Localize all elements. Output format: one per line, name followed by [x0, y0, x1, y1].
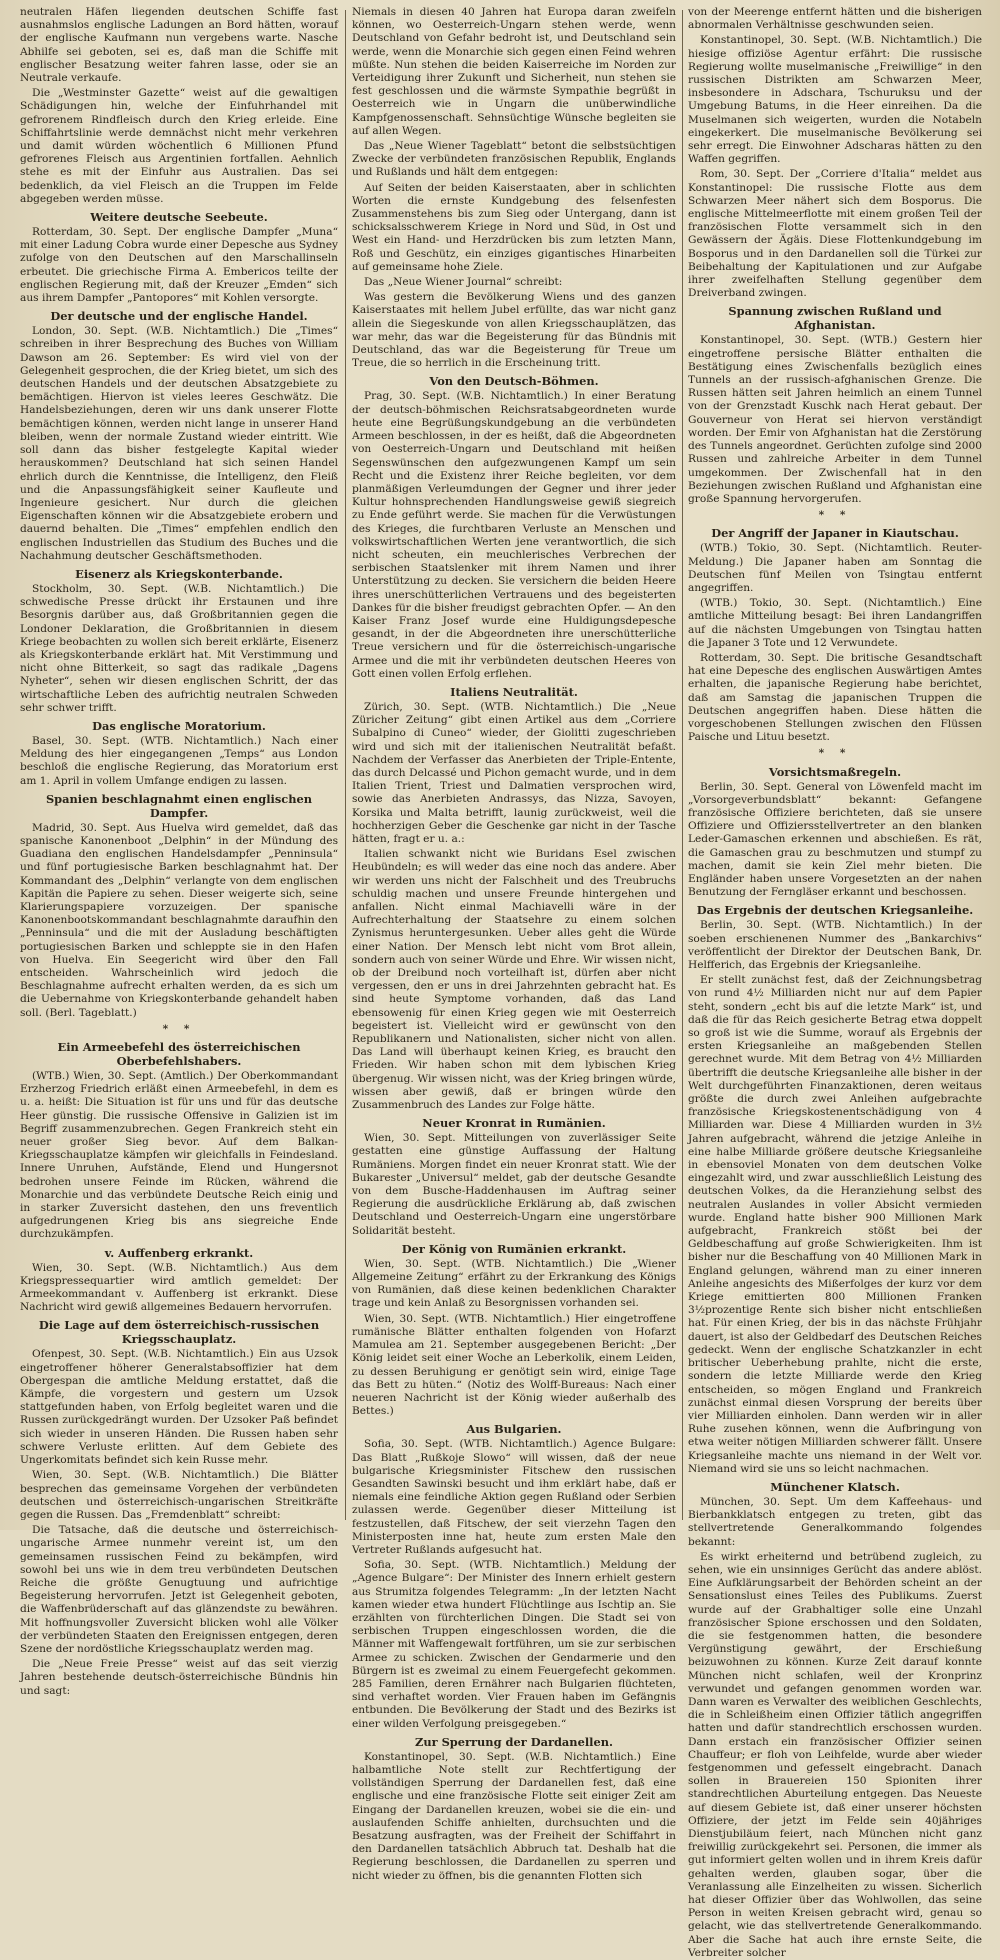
article-headline: Eisenerz als Kriegskonterbande. — [75, 566, 283, 581]
article-paragraph: Sofia, 30. Sept. (WTB. Nichtamtlich.) Meldung der „Agence Bulgare“: Der Minister des Innern erhielt gestern aus Strumitza folgendes Telegramm: „In der letzten Nacht kamen wieder etwa hundert Flüchtlinge aus Ischtip an. Sie erzählten von fürchterlichen Dingen. Die Stadt sei von serbischen Truppen eingeschlossen worden, die die Männer mit Waffengewalt fortführen, um sie zur serbischen Armee zu schicken. Zwischen der Gendarmerie und den Bürgern ist es zweimal zu einem Feuergefecht gekommen. 285 Familien, deren Ernährer nach Bulgarien flüchteten, sind verhaftet worden. Vier Frauen haben im Gefängnis entbunden. Die Bevölkerung der Stadt und des Bezirks ist einer wilden Verfolgung preisgegeben.“ — [352, 1559, 676, 1730]
article-paragraph: Konstantinopel, 30. Sept. (W.B. Nichtamtlich.) Eine halbamtliche Note stellt zur Rechtfertigung der vollständigen Sperrung der Dardanellen fest, daß eine englische und eine französische Flotte seit einiger Zeit am Eingang der Dardanellen kreuzen, wobei sie die ein- und auslaufenden Schiffe anhielten, durchsuchten und die Besatzung ausfragten, was der Freiheit der Schiffahrt in den Dardanellen tatsächlich Abbruch tat. Deshalb hat die Regierung beschlossen, die Dardanellen zu sperren und nicht wieder zu öffnen, bis die genannten Flotten sich — [352, 1750, 676, 1882]
article-headline: Weitere deutsche Seebeute. — [90, 210, 268, 225]
article-headline: Spanien beschlagnahmt einen englischen Dampfer. — [45, 791, 313, 820]
article-headline: Das englische Moratorium. — [92, 718, 266, 733]
column-divider — [345, 10, 346, 1520]
article-headline: Der deutsche und der englische Handel. — [50, 309, 308, 324]
article-paragraph: (WTB.) Tokio, 30. Sept. (Nichtamtlich.) Eine amtliche Mitteilung besagt: Bei ihren Landangriffen auf die nächsten Umgebungen von Tsingtau hatten die Japaner 3 Tote und 12 Verwundete. — [688, 597, 982, 649]
article-paragraph: Madrid, 30. Sept. Aus Huelva wird gemeldet, daß das spanische Kanonenboot „Delphin“ in der Mündung des Guadiana den englischen Handelsdampfer „Penninsula“ und fünf portugiesische Barken beschlagnahmt hat. Der Kommandant des „Delphin“ verlangte von dem englischen Kapitän die Papiere zu sehen. Dieser weigerte sich, seine Klarierungspapiere vorzuzeigen. Der spanische Kanonenbootskommandant beschlagnahmte daraufhin den „Penninsula“ und die mit der Ausladung beschäftigten portugiesischen Barken und schleppte sie in den Hafen von Huelva. Ein Seegericht wird über den Fall entscheiden. Wahrscheinlich wird jedoch die Beschlagnahme aufrecht erhalten werden, da es sich um die Uebernahme von Kriegskonterbande gehandelt haben soll. (Berl. Tageblatt.) — [20, 821, 338, 1019]
article-paragraph: Wien, 30. Sept. (WTB. Nichtamtlich.) Hier eingetroffene rumänische Blätter enthalten folgenden von Hofarzt Mamulea am 21. September ausgegebenen Bericht: „Der König leidet seit einer Woche an Leberkolik, einem Leiden, zu dessen Beruhigung er genötigt sein wird, einige Tage das Bett zu hüten.“ (Notiz des Wolff-Bureaus: Nach einer neueren Nachricht ist der König wieder außerhalb des Bettes.) — [352, 1312, 676, 1418]
article-paragraph: Das „Neue Wiener Journal“ schreibt: — [364, 276, 563, 289]
article-paragraph: Er stellt zunächst fest, daß der Zeichnungsbetrag von rund 4½ Milliarden nicht nur auf dem Papier steht, sondern „echt bis auf die letzte Mark“ ist, und daß die für das Reich gesicherte Betrag etwa doppelt so groß ist wie die Summe, worauf als Ergebnis der ersten Kriegsanleihe an maßgebenden Stellen gerechnet wurde. Mit dem Betrag von 4½ Milliarden übertrifft die deutsche Kriegsanleihe alle bisher in der Welt durchgeführten Finanzaktionen, deren weitaus größte die durch zwei Anleihen aufgebrachte französische Kriegskostenentschädigung von 4 Milliarden war. Diese 4 Milliarden wurden in 3½ Jahren aufgebracht, während die jetzige Anleihe in eine halbe Milliarde größere deutsche Kriegsanleihe in ebensoviel Monaten von dem deutschen Volke eingezahlt wird, und zwar ausschließlich Leistung des deutschen Volkes, da die Heranziehung selbst des neutralen Auslandes in voller Absicht vermieden wurde. England hatte bisher 900 Millionen Mark aufgebracht, Frankreich stößt bei der Geldbeschaffung auf große Schwierigkeiten. Ihm ist bisher nur die Beschaffung von 40 Millionen Mark in England gelungen, während man zu einer inneren Anleihe angesichts des Mißerfolges der kurz vor dem Kriege emittierten 800 Millionen Franken 3½prozentige Rente sich bisher nicht entschließen hat. Für einen Krieg, der bis in das nächste Frühjahr dauert, ist also der Geldbedarf des Deutschen Reiches gedeckt. Wenn der englische Schatzkanzler in echt britischer Ueberhebung prahlte, nicht die erste, sondern die letzte Milliarde werde den Krieg entscheiden, so mögen England und Frankreich zunächst einmal diesen Vorsprung der bereits über vier Milliarden einholen. Dann werden wir in aller Ruhe zusehen können, wenn die Aufbringung von etwa weiter nötigen Milliarden schwerer fällt. Unsere Kriegsanleihe machte uns niemand in der Welt vor. Niemand wird sie uns so leicht nachmachen. — [688, 974, 982, 1475]
article-headline: Das Ergebnis der deutschen Kriegsanleihe. — [696, 903, 974, 918]
article-paragraph: Zürich, 30. Sept. (WTB. Nichtamtlich.) Die „Neue Züricher Zeitung“ gibt einen Artikel aus dem „Corriere Subalpino di Cuneo“ wieder, der Giolitti zugeschrieben wird und sich mit der italienischen Neutralität befaßt. Nachdem der Verfasser das Anerbieten der Triple-Entente, das durch Delcassé und Pichon gemacht wurde, und in dem Italien Trient, Triest und Dalmatien versprochen wird, sowie das Anerbieten Andrassys, das Nizza, Savoyen, Korsika und Malta betrifft, launig zurückweist, weil die hochherzigen Geber die Geschenke gar nicht in der Tasche hätten, fragt er u. a.: — [352, 700, 676, 845]
article-headline: Die Lage auf dem österreichisch-russischen Kriegsschauplatz. — [38, 1318, 320, 1347]
article-paragraph: Konstantinopel, 30. Sept. (W.B. Nichtamtlich.) Die hiesige offiziöse Agentur erfährt: Die russische Regierung wollte muselmanische „Freiwillige“ in den russischen Distrikten am Schwarzen Meer, insbesondere in Adschara, Tschuruksu und der Umgebung Batums, in die Heer einreihen. Da die Muselmanen sich weigerten, wurden die Notabeln eingekerkert. Die muselmanische Bevölkerung sei sehr erregt. Die Einwohner Adscharas hätten zu den Waffen gegriffen. — [688, 34, 982, 166]
article-paragraph: Rom, 30. Sept. Der „Corriere d'Italia“ meldet aus Konstantinopel: Die russische Flotte aus dem Schwarzen Meer nähert sich dem Bosporus. Die englische Mittelmeerflotte mit einem großen Teil der französischen Flotte versammelt sich in den Gewässern der Ägäis. Diese Flottenkundgebung im Bosporus und in den Dardanellen soll die Türkei zur Beibehaltung der Kapitulationen und zur Aufgabe ihrer zweifelhaften Stellung gegenüber dem Dreiverband zwingen. — [688, 168, 982, 300]
article-paragraph: (WTB.) Wien, 30. Sept. (Amtlich.) Der Oberkommandant Erzherzog Friedrich erläßt einen Armeebefehl, in dem es u. a. heißt: Die Situation ist für uns und für das deutsche Heer günstig. Die russische Offensive in Galizien ist im Begriff zusammenzubrechen. Gegen Frankreich steht ein neuer großer Sieg bevor. Auf dem Balkan-Kriegsschauplatze kämpfen wir gleichfalls in Feindesland. Innere Unruhen, Aufstände, Elend und Hungersnot bedrohen unsere Feinde im Rücken, während die Monarchie und das verbündete Deutsche Reich einig und in starker Zuversicht dastehen, den uns freventlich aufgedrungenen Krieg bis ans siegreiche Ende durchzukämpfen. — [20, 1070, 338, 1241]
article-paragraph: neutralen Häfen liegenden deutschen Schiffe fast ausnahmslos englische Ladungen an Bord hätten, worauf der englische Kaufmann nun vergebens warte. Nasche Abhilfe sei geboten, sei es, daß man die Schiffe mit englischer Besatzung weiter fahren lasse, oder sie an Neutrale verkaufe. — [20, 6, 338, 85]
article-headline: Der König von Rumänien erkrankt. — [401, 1241, 627, 1256]
section-separator: * * — [818, 747, 852, 760]
article-headline: Von den Deutsch-Böhmen. — [429, 374, 599, 389]
article-paragraph: Es wirkt erheiternd und betrübend zugleich, zu sehen, wie ein unsinniges Gerücht das andere ablöst. Eine Aufklärungsarbeit der Behörden scheint an der Sensationslust eines Teiles des Publikums. Zuerst wurde auf der Grabhaltiger solle eine Unzahl französischer Spione erschossen und den Soldaten, die sie festgenommen hatten, die besondere Vergünstigung gewährt, der Erschießung beizuwohnen zu können. Kurze Zeit darauf konnte München nicht schlafen, weil der Kronprinz verwundet und gefangen genommen worden war. Dann waren es Verwalter des weiblichen Geschlechts, die in Schleißheim einen Offizier tätlich angegriffen hatten und dafür standrechtlich erschossen wurden. Dann erstach ein französischer Offizier seinen Chauffeur; er floh von Leihfelde, wurde aber wieder festgenommen und gefesselt eingebracht. Danach sollen in Brauereien 150 Spioniten ihrer standrechtlichen Aburteilung entgegen. Das Neueste auf diesem Gebiete ist, daß einer unserer höchsten Offiziere, der jetzt im Felde sein 40jähriges Dienstjubiläum feiert, nach München nicht ganz freiwillig zurückgekehrt sei. Personen, die immer als gut informiert gelten wollen und in ihrem Kreis dafür gehalten werden, glauben sogar, über die Veranlassung alle Einzelheiten zu wissen. Sicherlich hat dieser Offizier über das Wohlwollen, das seine Person in weiten Kreisen gebracht wird, genau so gelacht, wie das stellvertretende Generalkommando. Aber die Sache hat auch ihre ernste Seite, die Verbreiter solcher — [688, 1550, 982, 1959]
article-paragraph: Auf Seiten der beiden Kaiserstaaten, aber in schlichten Worten die ernste Kundgebung des felsenfesten Zusammenstehens bis zum Sieg oder Untergang, dann ist schicksalsschwerem Kriege in Nord und Süd, in Ost und West ein Hand- und Herzdrücken bis zum letzten Mann, Roß und Geschütz, ein einziges gigantisches Hinarbeiten auf gemeinsame hohe Ziele. — [352, 181, 676, 273]
article-paragraph: Die Tatsache, daß die deutsche und österreichisch-ungarische Armee nunmehr vereint ist, um den gemeinsamen russischen Feind zu bekämpfen, wird sowohl bei uns wie in dem treu verbündeten Deutschen Reiche die größte Genugtuung und aufrichtige Begeisterung hervorrufen. Jetzt ist Gelegenheit geboten, die Waffenbrüderschaft auf das glänzendste zu bewähren. Mit hoffnungsvoller Zuversicht blicken wohl alle Völker der verbündeten Staaten den Ereignissen entgegen, deren Szene der nordöstliche Kriegsschauplatz werden mag. — [20, 1524, 338, 1655]
article-headline: Münchener Klatsch. — [770, 1479, 900, 1494]
section-separator: * * — [818, 509, 852, 522]
article-paragraph: Basel, 30. Sept. (WTB. Nichtamtlich.) Nach einer Meldung des hier eingegangenen „Temps“ aus London beschloß die englische Regierung, das Moratorium erst am 1. April in vollem Umfange endigen zu lassen. — [20, 734, 338, 787]
column-left — [20, 6, 338, 1697]
article-headline: Spannung zwischen Rußland und Afghanistan. — [728, 304, 942, 333]
article-paragraph: Konstantinopel, 30. Sept. (WTB.) Gestern hier eingetroffene persische Blätter enthalten die Bestätigung eines Zwischenfalls bezüglich eines Tunnels an der russisch-afghanischen Grenze. Die Russen hätten seit Jahren heimlich an einem Tunnel von der Grenzstadt Kuschk nach Herat gebaut. Der Gouverneur von Herat sei hiervon verständigt worden. Der Emir von Afghanistan hat die Zerstörung des Tunnels angeordnet. Gerüchten zufolge sind 2000 Russen und zahlreiche Arbeiter in dem Tunnel umgekommen. Der Zwischenfall hat in den Beziehungen zwischen Rußland und Afghanistan eine große Spannung hervorgerufen. — [688, 334, 982, 505]
article-paragraph: Niemals in diesen 40 Jahren hat Europa daran zweifeln können, wo Oesterreich-Ungarn stehen werde, wenn Deutschland von Gefahr bedroht ist, und Deutschland sein werde, wenn die Monarchie sich gegen einen Feind wehren müßte. Nun stehen die beiden Kaiserreiche im Norden zur Verteidigung ihrer Zukunft und Sicherheit, nun stehen sie fest geschlossen und die wärmste Sympathie begrüßt in Oesterreich wie in Ungarn die unüberwindliche Kampfgenossenschaft. Sehnsüchtige Wünsche begleiten sie auf allen Wegen. — [352, 6, 676, 137]
article-paragraph: Wien, 30. Sept. (W.B. Nichtamtlich.) Die Blätter besprechen das gemeinsame Vorgehen der verbündeten deutschen und österreichisch-ungarischen Streitkräfte gegen die Russen. Das „Fremdenblatt“ schreibt: — [20, 1469, 338, 1521]
article-paragraph: München, 30. Sept. Um dem Kaffeehaus- und Bierbankklatsch entgegen zu treten, gibt das stellvertretende Generalkommando folgendes bekannt: — [688, 1495, 982, 1548]
article-paragraph: (WTB.) Tokio, 30. Sept. (Nichtamtlich. Reuter-Meldung.) Die Japaner haben am Sonntag die Deutschen fünf Meilen von Tsingtau entfernt angegriffen. — [688, 542, 982, 594]
article-paragraph: Ofenpest, 30. Sept. (W.B. Nichtamtlich.) Ein aus Uzsok eingetroffener höherer Generalstabsoffizier hat dem Obergespan die amtliche Meldung erstattet, daß die Kämpfe, die vorgestern und gestern um Uzsok stattgefunden haben, von Erfolg begleitet waren und die Russen zurückgedrängt wurden. Der Uzsoker Paß befindet sich wieder in unseren Händen. Die Russen haben sehr schwere Verluste erlitten. Auf dem Gebiete des Ungerkomitats befindet sich kein Russe mehr. — [20, 1348, 338, 1467]
article-paragraph: London, 30. Sept. (W.B. Nichtamtlich.) Die „Times“ schreiben in ihrer Besprechung des Buches von William Dawson am 26. September: Es wird viel von der Gelegenheit gesprochen, die der Krieg bietet, um sich des deutschen Handels und der deutschen Absatzgebiete zu bemächtigen. Hiervon ist vieles leeres Geschwätz. Die Handelsbeziehungen, deren wir uns dank unserer Flotte bemächtigen können, werden nicht lange in unserer Hand bleiben, wenn der normale Zustand wieder eintritt. Wie soll dann das bisher festgelegte Kapital wieder herauskommen? Deutschland hat sich seinen Handel ehrlich durch die Kenntnisse, die Intelligenz, den Fleiß und die Anpassungsfähigkeit seiner Kaufleute und Ingenieure gesichert. Nur durch die gleichen Eigenschaften können wir die Absatzgebiete erobern und dauernd behalten. Die „Times“ empfehlen endlich den englischen Industriellen das Studium des Buches und die Nachahmung deutscher Geschäftsmethoden. — [20, 325, 338, 562]
article-paragraph: Wien, 30. Sept. (WTB. Nichtamtlich.) Die „Wiener Allgemeine Zeitung“ erfährt zu der Erkrankung des Königs von Rumänien, daß diese keinen bedenklichen Charakter trage und kein Anlaß zu Besorgnissen vorhanden sei. — [352, 1257, 676, 1310]
section-separator: * * — [162, 1022, 196, 1035]
article-paragraph: Das „Neue Wiener Tageblatt“ betont die selbstsüchtigen Zwecke der verbündeten französischen Republik, Englands und Rußlands und hält dem entgegen: — [352, 140, 676, 179]
article-headline: Der Angriff der Japaner in Kiautschau. — [711, 526, 959, 541]
column-right — [688, 6, 982, 1959]
article-paragraph: Wien, 30. Sept. Mitteilungen von zuverlässiger Seite gestatten eine günstige Auffassung der Haltung Rumäniens. Morgen findet ein neuer Kronrat statt. Wie der Bukarester „Universul“ meldet, gab der deutsche Gesandte von dem Busche-Haddenhausen im Auftrag seiner Regierung die ausdrückliche Erklärung ab, daß zwischen Deutschland und Oesterreich-Ungarn eine ungerstörbare Solidarität besteht. — [352, 1132, 676, 1237]
article-headline: Vorsichtsmaßregeln. — [768, 764, 902, 779]
article-paragraph: Sofia, 30. Sept. (WTB. Nichtamtlich.) Agence Bulgare: Das Blatt „Rußkoje Slowo“ will wissen, daß der neue bulgarische Kriegsminister Fitschew den russischen Gesandten Sawinski besucht und ihm erklärt habe, daß er niemals eine feindliche Aktion gegen Rußland oder Serbien zulassen werde. Gegenüber dieser Mitteilung ist festzustellen, daß Fitschew, der seit vierzehn Tagen den Ministerposten inne hat, heute zum ersten Male den Vertreter Rußlands aufgesucht hat. — [352, 1438, 676, 1556]
article-paragraph: Die „Neue Freie Presse“ weist auf das seit vierzig Jahren bestehende deutsch-österreichische Bündnis hin und sagt: — [20, 1658, 338, 1697]
article-paragraph: von der Meerenge entfernt hätten und die bisherigen abnormalen Verhältnisse geschwunden seien. — [688, 6, 982, 32]
article-paragraph: Prag, 30. Sept. (W.B. Nichtamtlich.) In einer Beratung der deutsch-böhmischen Reichsratsabgeordneten wurde heute eine Begrüßungskundgebung an die verbündeten Armeen beschlossen, in der es heißt, daß die Abgeordneten von Oesterreich-Ungarn und Deutschland mit heißen Segenswünschen den aufgezwungenen Kampf um sein Recht und die Existenz ihrer Reiche begleiten, vor dem planmäßigen Verleumdungen der Gegner und ihrer jeder Kultur hohnsprechenden Handlungsweise gewiß siegreich zu Ende geführt werde. Sie machen für die Verwüstungen des Krieges, die furchtbaren Verluste an Menschen und volkswirtschaftlichen Werten jene verantwortlich, die sich nicht scheuten, ein meuchlerisches Verbrechen der serbischen Staatslenker mit ihrem Namen und ihrer Unterstützung zu decken. Sie versichern die beiden Heere ihres unerschütterlichen Vertrauens und des begeisterten Dankes für die bisher freudigst gebrachten Opfer. — An den Kaiser Franz Josef wurde eine Huldigungsdepesche gesandt, in der die Abgeordneten ihre unerschütterliche Treue versichern und für die österreichisch-ungarische Armee und die mit ihr verbündeten deutschen Heeres von Gott einen vollen Erfolg erflehen. — [352, 390, 676, 680]
article-paragraph: Stockholm, 30. Sept. (W.B. Nichtamtlich.) Die schwedische Presse drückt ihr Erstaunen und ihre Besorgnis darüber aus, daß Großbritannien gegen die Londoner Deklaration, die Großbritannien in diesem Kriege beobachten zu wollen sich bereit erklärte, Eisenerz als Kriegskonterbande erklärt hat. Mit Verstimmung und nicht ohne Bitterkeit, so sagt das radikale „Dagens Nyheter“, sehen wir diesen englischen Schritt, der das wirtschaftliche Leben des aufrichtig neutralen Schweden sehr schwer trifft. — [20, 582, 338, 714]
article-headline: Italiens Neutralität. — [450, 684, 578, 699]
article-headline: v. Auffenberg erkrankt. — [104, 1245, 254, 1260]
article-headline: Aus Bulgarien. — [466, 1422, 562, 1437]
column-middle — [352, 6, 676, 1882]
article-paragraph: Was gestern die Bevölkerung Wiens und des ganzen Kaiserstaates mit hellem Jubel erfüllte, das war nicht ganz allein die Siegeskunde von allen Kriegsschauplätzen, das war mehr, das war die Begeisterung für das Bündnis mit Deutschland, das war die Begeisterung für Treue um Treue, die so herrlich in die Erscheinung tritt. — [352, 291, 676, 370]
article-headline: Zur Sperrung der Dardanellen. — [415, 1734, 613, 1749]
article-paragraph: Die „Westminster Gazette“ weist auf die gewaltigen Schädigungen hin, welche der Einfuhrhandel mit gefrorenem Rindfleisch durch den Krieg erleide. Eine Schiffahrtslinie werde demnächst nicht mehr verkehren und damit würden wöchentlich 6 Millionen Pfund gefrorenes Fleisch aus Argentinien fortfallen. Aehnlich stehe es mit der Einfuhr aus Australien. Das sei bedenklich, da viel Fleisch an die Truppen im Felde abgegeben werden müsse. — [20, 87, 338, 205]
article-paragraph: Italien schwankt nicht wie Buridans Esel zwischen Heubündeln; es will weder das eine noch das andere. Aber wir werden uns nicht der Falschheit und des Treubruchs schuldig machen und unsere Freunde hintergehen und anfallen. Nicht einmal Machiavelli wäre in der Aufrechterhaltung der Staatsehre zu einem solchen Zynismus heruntergesunken. Ueber alles geht die Würde einer Nation. Der Mensch lebt nicht vom Brot allein, sondern auch von seiner Würde und Ehre. Wir wissen nicht, ob der Dreibund noch vorteilhaft ist, dürfen aber nicht vergessen, den er uns in drei Jahrzehnten gebracht hat. Es sind heute Symptome vorhanden, daß das Land ebensowenig für einen Krieg gegen wie mit Oesterreich begeistert ist. Vielleicht wird er gewünscht von den Republikanern und Nationalisten, sicher nicht von allen. Das Land will überhaupt keinen Krieg, es braucht den Frieden. Wir haben schon mit dem lybischen Krieg übergenug. Wir wissen nicht, was der Krieg bringen würde, wissen aber gewiß, daß er bringen würde den Zusammenbruch des Landes zur Folge hätte. — [352, 848, 676, 1112]
article-headline: Ein Armeebefehl des österreichischen Oberbefehlshabers. — [57, 1040, 301, 1069]
article-paragraph: Berlin, 30. Sept. (WTB. Nichtamtlich.) In der soeben erschienenen Nummer des „Bankarchivs“ veröffentlicht der Direktor der Deutschen Bank, Dr. Helfferich, das Ergebnis der Kriegsanleihe. — [688, 919, 982, 971]
article-paragraph: Rotterdam, 30. Sept. Die britische Gesandtschaft hat eine Depesche des englischen Auswärtigen Amtes erhalten, die japanische Regierung habe berichtet, daß am Samstag die japanischen Truppen die Deutschen angegriffen haben. Diese hätten die vorgeschobenen Stellungen zwischen den Flüssen Paische und Lituu besetzt. — [688, 651, 982, 744]
column-divider — [682, 10, 683, 1520]
article-paragraph: Wien, 30. Sept. (W.B. Nichtamtlich.) Aus dem Kriegspressequartier wird amtlich gemeldet: Der Armeekommandant v. Auffenberg ist erkrankt. Diese Nachricht wird gewiß allgemeines Bedauern hervorrufen. — [20, 1261, 338, 1314]
article-paragraph: Berlin, 30. Sept. General von Löwenfeld macht im „Vorsorgeverbundsblatt“ bekannt: Gefangene französische Offiziere berichteten, daß sie unsere Offiziere und Offiziersstellvertreter an den blanken Leder-Gamaschen erkennen und abschießen. Es rät, die Gamaschen grau zu beschmutzen und stumpf zu machen, damit sie kein Ziel mehr bieten. Die Engländer haben unsere Vorgesetzten an der nahen Benutzung der Ferngläser erkannt und beschossen. — [688, 780, 982, 899]
article-paragraph: Rotterdam, 30. Sept. Der englische Dampfer „Muna“ mit einer Ladung Cobra wurde einer Depesche aus Sydney zufolge von den Deutschen auf den Marschallinseln erbeutet. Die griechische Firma A. Embericos teilte der englischen Regierung mit, daß der Kreuzer „Emden“ sich aus ihrem Dampfer „Pantopores“ mit Kohlen versorgte. — [20, 226, 338, 305]
article-headline: Neuer Kronrat in Rumänien. — [422, 1116, 606, 1131]
